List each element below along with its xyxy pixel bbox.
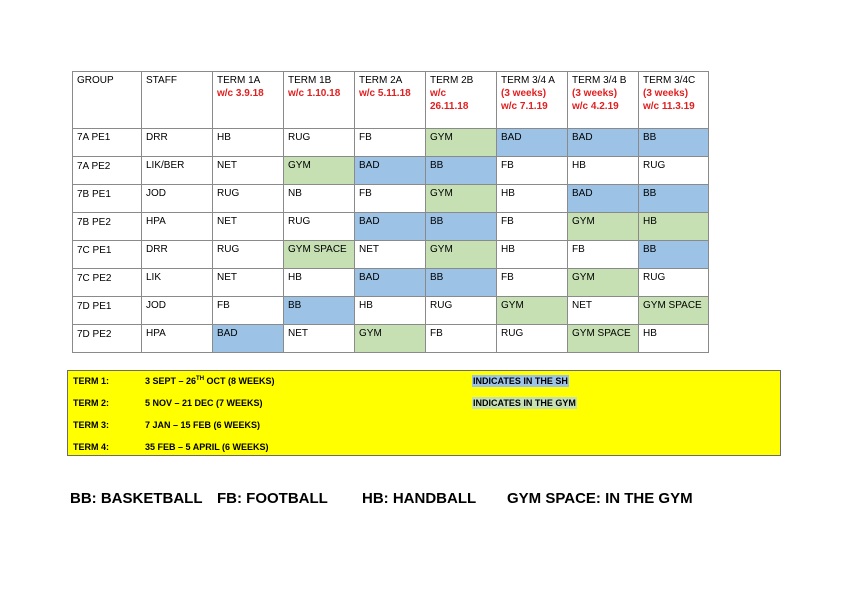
- key-handball: HB: HANDBALL: [362, 490, 477, 507]
- header-term: TERM 2A w/c 5.11.18: [355, 72, 426, 129]
- activity-cell: HB: [213, 129, 284, 157]
- staff-cell: LIK/BER: [142, 157, 213, 185]
- activity-cell: GYM: [426, 185, 497, 213]
- term-label: TERM 1:: [73, 376, 109, 386]
- activity-cell: HB: [497, 241, 568, 269]
- activity-cell: FB: [497, 213, 568, 241]
- activity-cell: GYM: [426, 129, 497, 157]
- activity-cell: HB: [355, 297, 426, 325]
- table-row: [73, 325, 709, 353]
- table-row: [73, 129, 709, 157]
- activity-cell: HB: [639, 213, 709, 241]
- activity-cell: FB: [568, 241, 639, 269]
- term-dates: 3 SEPT – 26TH OCT (8 WEEKS): [145, 376, 275, 386]
- gym-indicator: INDICATES IN THE GYM: [473, 398, 576, 408]
- header-term: TERM 2B w/c 26.11.18: [426, 72, 497, 129]
- activity-cell: RUG: [639, 157, 709, 185]
- table-header-row: [73, 72, 709, 129]
- activity-cell: NET: [213, 157, 284, 185]
- term-label: TERM 2:: [73, 398, 109, 408]
- term-label: TERM 3:: [73, 420, 109, 430]
- term-dates: 7 JAN – 15 FEB (6 WEEKS): [145, 420, 261, 430]
- activity-cell: FB: [213, 297, 284, 325]
- activity-cell: BAD: [355, 213, 426, 241]
- staff-cell: JOD: [142, 185, 213, 213]
- table-row: [73, 241, 709, 269]
- staff-cell: LIK: [142, 269, 213, 297]
- activity-cell: RUG: [426, 297, 497, 325]
- activity-cell: BAD: [568, 129, 639, 157]
- activity-cell: NET: [213, 269, 284, 297]
- staff-cell: DRR: [142, 129, 213, 157]
- activity-cell: GYM: [497, 297, 568, 325]
- activity-cell: HB: [639, 325, 709, 353]
- sports-hall-indicator: INDICATES IN THE SH: [473, 376, 568, 386]
- activity-cell: BAD: [213, 325, 284, 353]
- activity-cell: NET: [355, 241, 426, 269]
- staff-cell: JOD: [142, 297, 213, 325]
- activity-cell: GYM: [568, 269, 639, 297]
- activity-cell: GYM SPACE: [284, 241, 355, 269]
- activity-cell: BB: [639, 241, 709, 269]
- term-dates-row: [73, 374, 275, 388]
- staff-cell: HPA: [142, 213, 213, 241]
- activity-cell: BB: [639, 185, 709, 213]
- activity-cell: NET: [213, 213, 284, 241]
- activity-cell: GYM: [568, 213, 639, 241]
- activity-cell: BAD: [355, 269, 426, 297]
- activity-cell: BB: [284, 297, 355, 325]
- table-row: [73, 213, 709, 241]
- activity-cell: HB: [497, 185, 568, 213]
- group-cell: 7A PE2: [73, 157, 142, 185]
- group-cell: 7B PE2: [73, 213, 142, 241]
- group-cell: 7D PE1: [73, 297, 142, 325]
- header-group: GROUP: [73, 72, 142, 129]
- pe-timetable: [72, 71, 709, 353]
- activity-cell: GYM: [426, 241, 497, 269]
- activity-cell: BAD: [355, 157, 426, 185]
- table-row: [73, 297, 709, 325]
- table-row: [73, 185, 709, 213]
- header-term: TERM 1A w/c 3.9.18: [213, 72, 284, 129]
- activity-cell: GYM SPACE: [639, 297, 709, 325]
- term-dates-row: [73, 418, 260, 432]
- activity-cell: FB: [355, 129, 426, 157]
- key-gym-space: GYM SPACE: IN THE GYM: [507, 490, 693, 507]
- activity-cell: BB: [426, 269, 497, 297]
- header-term: TERM 3/4 B (3 weeks) w/c 4.2.19: [568, 72, 639, 129]
- table-row: [73, 269, 709, 297]
- activity-cell: FB: [355, 185, 426, 213]
- activity-cell: NET: [284, 325, 355, 353]
- header-term: TERM 3/4 A (3 weeks) w/c 7.1.19: [497, 72, 568, 129]
- term-dates-row: [73, 440, 269, 454]
- activity-cell: HB: [284, 269, 355, 297]
- staff-cell: DRR: [142, 241, 213, 269]
- term-label: TERM 4:: [73, 442, 109, 452]
- staff-cell: HPA: [142, 325, 213, 353]
- term-dates: 5 NOV – 21 DEC (7 WEEKS): [145, 398, 263, 408]
- activity-cell: GYM SPACE: [568, 325, 639, 353]
- activity-cell: RUG: [213, 241, 284, 269]
- activity-cell: NET: [568, 297, 639, 325]
- header-term: TERM 1B w/c 1.10.18: [284, 72, 355, 129]
- activity-cell: FB: [497, 157, 568, 185]
- activity-cell: GYM: [284, 157, 355, 185]
- activity-cell: BB: [426, 213, 497, 241]
- group-cell: 7D PE2: [73, 325, 142, 353]
- activity-cell: RUG: [213, 185, 284, 213]
- key-football: FB: FOOTBALL: [217, 490, 328, 507]
- activity-cell: BB: [426, 157, 497, 185]
- activity-cell: BB: [639, 129, 709, 157]
- activity-cell: RUG: [497, 325, 568, 353]
- activity-cell: RUG: [284, 129, 355, 157]
- header-term: TERM 3/4C (3 weeks) w/c 11.3.19: [639, 72, 709, 129]
- group-cell: 7C PE1: [73, 241, 142, 269]
- activity-cell: BAD: [497, 129, 568, 157]
- group-cell: 7B PE1: [73, 185, 142, 213]
- header-staff: STAFF: [142, 72, 213, 129]
- term-dates: 35 FEB – 5 APRIL (6 WEEKS): [145, 442, 269, 452]
- key-basketball: BB: BASKETBALL: [70, 490, 203, 507]
- activity-cell: RUG: [639, 269, 709, 297]
- term-dates-box: [67, 370, 781, 456]
- activity-cell: HB: [568, 157, 639, 185]
- activity-cell: FB: [497, 269, 568, 297]
- term-dates-row: [73, 396, 263, 410]
- table-row: [73, 157, 709, 185]
- activity-cell: GYM: [355, 325, 426, 353]
- activity-cell: RUG: [284, 213, 355, 241]
- group-cell: 7A PE1: [73, 129, 142, 157]
- group-cell: 7C PE2: [73, 269, 142, 297]
- activity-cell: FB: [426, 325, 497, 353]
- activity-cell: BAD: [568, 185, 639, 213]
- activity-cell: NB: [284, 185, 355, 213]
